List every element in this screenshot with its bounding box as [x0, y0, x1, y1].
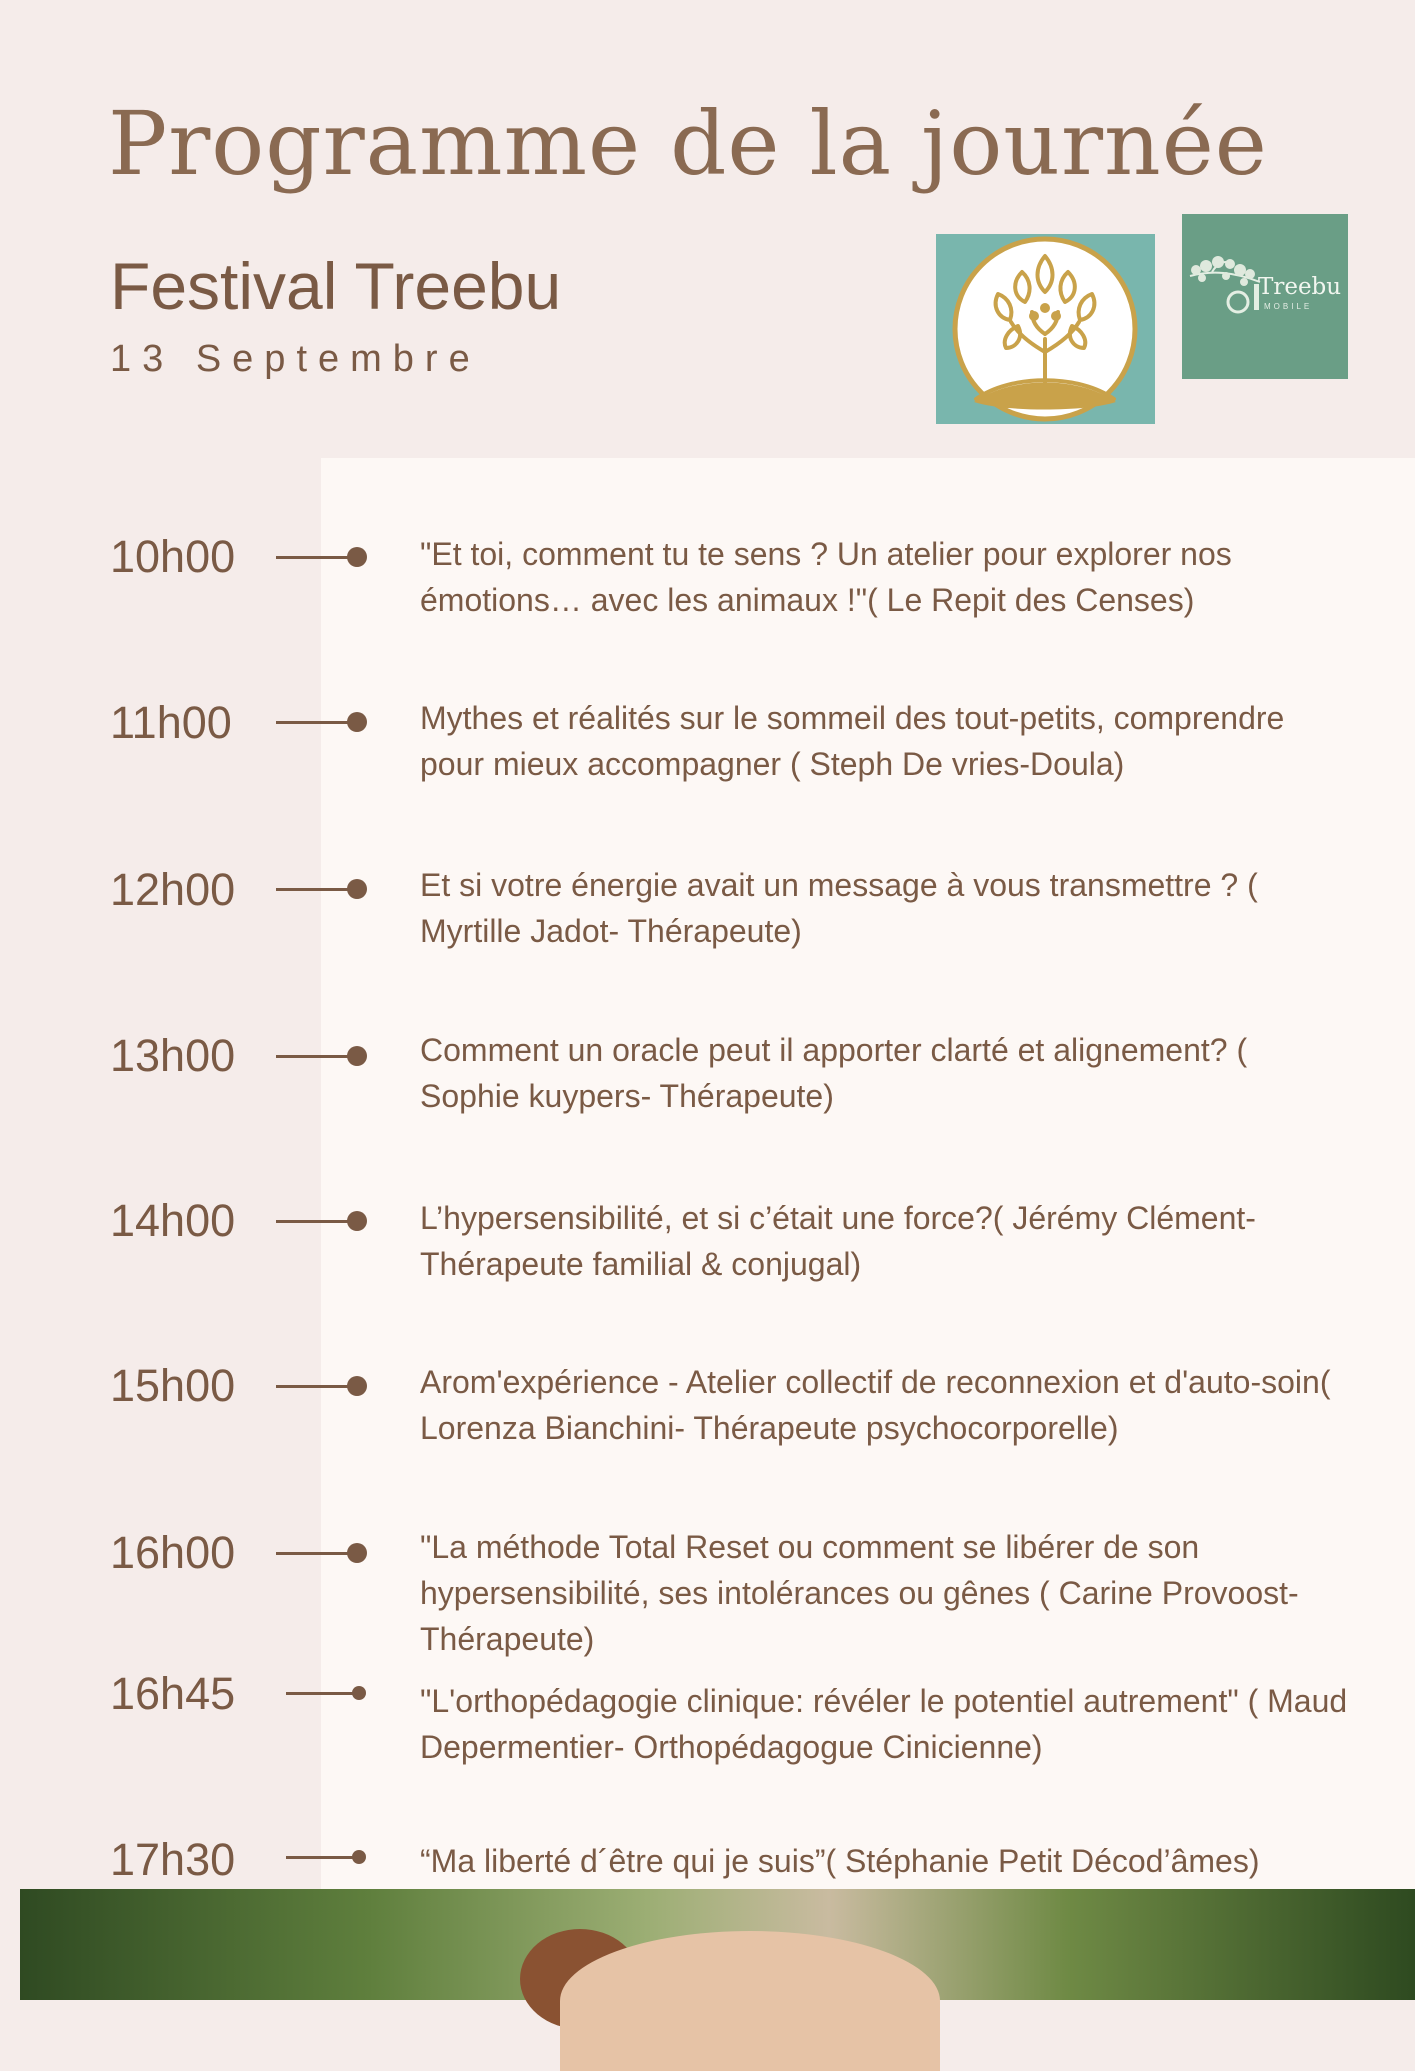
timeline-connector — [276, 888, 356, 891]
timeline-dot-icon — [347, 1046, 367, 1066]
timeline-connector — [276, 556, 356, 559]
timeline-dot-icon — [347, 712, 367, 732]
event-date: 13 Septembre — [110, 338, 481, 380]
timeline-connector — [276, 721, 356, 724]
session-description: Et si votre énergie avait un message à vous transmettre ? ( Myrtille Jadot- Thérapeute) — [420, 867, 1258, 949]
session-description: “Ma liberté d´être qui je suis”( Stéphanie Petit Décod’âmes) — [420, 1843, 1260, 1879]
session-description: Mythes et réalités sur le sommeil des tout-petits, comprendre pour mieux accompagner ( Steph De vries-Doula) — [420, 700, 1285, 782]
page-title: Programme de la journée — [108, 92, 1268, 195]
session-description: Arom'expérience - Atelier collectif de reconnexion et d'auto-soin( Lorenza Bianchini- Thérapeute psychocorporelle) — [420, 1364, 1331, 1446]
festival-name: Festival Treebu — [110, 249, 562, 323]
timeline-connector — [276, 1055, 356, 1058]
timeline-connector — [286, 1692, 358, 1695]
session-description: "L'orthopédagogie clinique: révéler le potentiel autrement" ( Maud Depermentier- Orthopédagogue Cinicienne) — [420, 1683, 1348, 1765]
timeline-dot-icon — [347, 879, 367, 899]
tree-of-life-icon — [936, 234, 1155, 424]
session-description: Comment un oracle peut il apporter clarté et alignement? ( Sophie kuypers- Thérapeute) — [420, 1032, 1248, 1114]
schedule-time: 10h00 — [110, 531, 236, 582]
schedule-time: 12h00 — [110, 864, 236, 915]
timeline-connector — [276, 1385, 356, 1388]
schedule-time: 16h00 — [110, 1527, 236, 1578]
schedule-time: 16h45 — [110, 1668, 236, 1719]
schedule-time: 13h00 — [110, 1030, 236, 1081]
schedule-time: 14h00 — [110, 1195, 236, 1246]
session-description: "La méthode Total Reset ou comment se libérer de son hypersensibilité, ses intolérances ou gênes ( Carine Provoost- Thérapeute) — [420, 1529, 1299, 1657]
schedule-time: 17h30 — [110, 1834, 236, 1885]
treebu-tagline: MOBILE — [1264, 302, 1313, 311]
timeline-dot-icon — [352, 1850, 366, 1864]
timeline-dot-icon — [347, 547, 367, 567]
treebu-brand-text: Treebu — [1258, 274, 1342, 300]
treebu-mobile-logo — [1182, 214, 1348, 379]
schedule-time: 15h00 — [110, 1360, 236, 1411]
timeline-dot-icon — [347, 1543, 367, 1563]
session-description: "Et toi, comment tu te sens ? Un atelier pour explorer nos émotions… avec les animaux !"( Le Repit des Censes) — [420, 536, 1232, 618]
timeline-connector — [286, 1856, 358, 1859]
timeline-dot-icon — [352, 1686, 366, 1700]
schedule-time: 11h00 — [110, 697, 232, 748]
timeline-connector — [276, 1552, 356, 1555]
timeline-dot-icon — [347, 1376, 367, 1396]
woman-photo — [20, 1889, 1415, 2000]
session-description: L’hypersensibilité, et si c’était une force?( Jérémy Clément- Thérapeute familial & conjugal) — [420, 1200, 1256, 1282]
festival-logo — [936, 234, 1155, 424]
timeline-dot-icon — [347, 1211, 367, 1231]
timeline-connector — [276, 1220, 356, 1223]
